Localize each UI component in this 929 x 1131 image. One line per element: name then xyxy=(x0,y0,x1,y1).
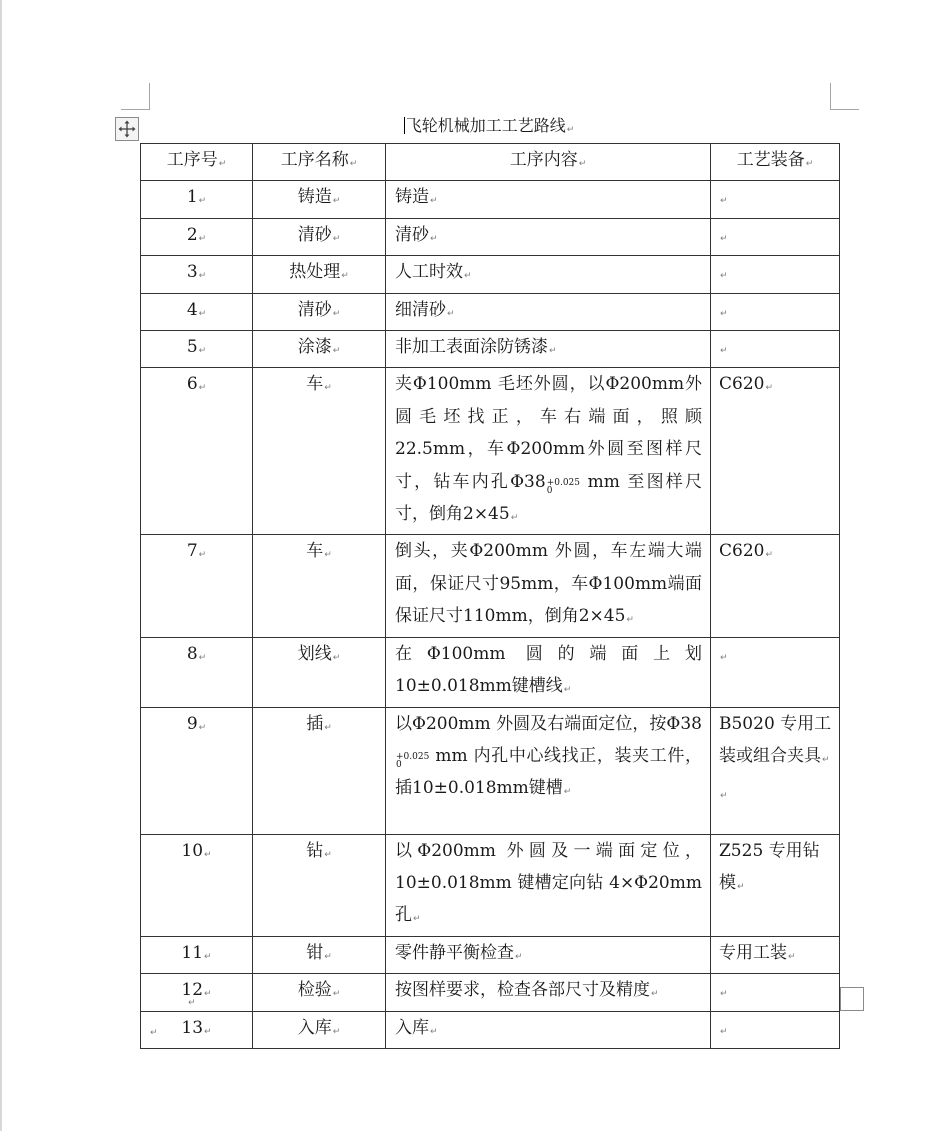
table-row xyxy=(141,293,840,330)
cell-step-content[interactable]: 人工时效↵ xyxy=(386,256,711,293)
cell-step-name[interactable]: 入库↵ xyxy=(253,1011,386,1048)
cell-step-no[interactable]: 1↵ xyxy=(141,181,253,218)
table-row xyxy=(141,707,840,834)
cell-step-name[interactable]: 钻↵ xyxy=(253,834,386,936)
cell-step-name[interactable]: 划线↵ xyxy=(253,637,386,707)
cell-step-name[interactable]: 清砂↵ xyxy=(253,218,386,255)
cell-step-content[interactable]: 在Φ100mm 圆的端面上划 10±0.018mm键槽线↵ xyxy=(386,637,711,707)
crop-mark-top-left xyxy=(121,83,150,110)
tolerance: +0.025 0 xyxy=(546,477,580,496)
document-title-line[interactable] xyxy=(140,113,838,139)
process-table[interactable] xyxy=(140,143,840,1049)
paragraph-mark: ↵ xyxy=(566,125,575,135)
cell-equipment[interactable]: 专用工装↵ xyxy=(711,936,840,973)
header-step-name[interactable]: 工序名称↵ xyxy=(253,144,386,181)
cell-step-content[interactable]: 按图样要求，检查各部尺寸及精度↵ xyxy=(386,974,711,1011)
page-left-edge xyxy=(0,0,2,1131)
cell-step-name[interactable]: 插↵ xyxy=(253,707,386,834)
cell-step-name[interactable]: 车↵ xyxy=(253,535,386,637)
table-row xyxy=(141,834,840,936)
cell-step-no[interactable]: 13↵ xyxy=(141,1011,253,1048)
cell-step-no[interactable]: 7↵ xyxy=(141,535,253,637)
paragraph-mark-end: ↵ xyxy=(150,1028,158,1038)
cell-equipment[interactable]: C620↵ xyxy=(711,368,840,535)
header-step-content[interactable]: 工序内容↵ xyxy=(386,144,711,181)
cell-step-name[interactable]: 涂漆↵ xyxy=(253,331,386,368)
cell-step-no[interactable]: 11↵ xyxy=(141,936,253,973)
cell-equipment[interactable]: ↵ xyxy=(711,293,840,330)
cell-step-no[interactable]: 5↵ xyxy=(141,331,253,368)
cell-step-content[interactable]: 零件静平衡检查↵ xyxy=(386,936,711,973)
cell-step-name[interactable]: 钳↵ xyxy=(253,936,386,973)
document-title: 飞轮机械加工工艺路线 xyxy=(405,116,566,135)
table-header-row xyxy=(141,144,840,181)
cell-step-name[interactable]: 铸造↵ xyxy=(253,181,386,218)
cell-step-content[interactable]: 倒头，夹Φ200mm 外圆，车左端大端面，保证尺寸95mm，车Φ100mm端面保证尺寸110mm，倒角2×45↵ xyxy=(386,535,711,637)
cell-step-no[interactable]: 12↵ xyxy=(141,974,253,1011)
cell-step-content[interactable]: 清砂↵ xyxy=(386,218,711,255)
cell-step-content[interactable]: 细清砂↵ xyxy=(386,293,711,330)
cell-equipment[interactable]: ↵ xyxy=(711,181,840,218)
table-row xyxy=(141,1011,840,1048)
cell-step-no[interactable]: 3↵ xyxy=(141,256,253,293)
cell-equipment[interactable]: Z525 专用钻模↵ xyxy=(711,834,840,936)
cell-step-no[interactable]: 6↵ xyxy=(141,368,253,535)
cell-step-no[interactable]: 2↵ xyxy=(141,218,253,255)
cell-step-content[interactable]: 非加工表面涂防锈漆↵ xyxy=(386,331,711,368)
cell-equipment[interactable]: ↵ xyxy=(711,637,840,707)
cell-step-name[interactable]: 车↵ xyxy=(253,368,386,535)
table-row xyxy=(141,936,840,973)
cell-step-name[interactable]: 热处理↵ xyxy=(253,256,386,293)
table-row xyxy=(141,535,840,637)
cell-step-name[interactable]: 清砂↵ xyxy=(253,293,386,330)
tolerance: +0.025 0 xyxy=(396,751,430,770)
table-row xyxy=(141,181,840,218)
cell-step-no[interactable]: 9↵ xyxy=(141,707,253,834)
paragraph-mark-after-table: ↵ xyxy=(188,998,196,1008)
cell-step-content[interactable]: 以Φ200mm 外圆及一端面定位，10±0.018mm 键槽定向钻 4×Φ20mm孔↵ xyxy=(386,834,711,936)
header-step-no[interactable]: 工序号↵ xyxy=(141,144,253,181)
cell-equipment[interactable]: ↵ xyxy=(711,331,840,368)
table-row xyxy=(141,218,840,255)
cell-step-no[interactable]: 4↵ xyxy=(141,293,253,330)
cell-step-name[interactable]: 检验↵ xyxy=(253,974,386,1011)
table-row xyxy=(141,368,840,535)
crop-mark-top-right xyxy=(830,83,859,110)
cell-equipment[interactable]: C620↵ xyxy=(711,535,840,637)
table-row xyxy=(141,637,840,707)
cell-equipment[interactable]: ↵ xyxy=(711,974,840,1011)
table-row xyxy=(141,331,840,368)
cell-step-no[interactable]: 8↵ xyxy=(141,637,253,707)
cell-equipment[interactable]: ↵ xyxy=(711,256,840,293)
table-row xyxy=(141,256,840,293)
cell-step-content[interactable]: 入库↵ xyxy=(386,1011,711,1048)
cell-step-content[interactable]: 铸造↵ xyxy=(386,181,711,218)
cell-equipment[interactable]: ↵ xyxy=(711,1011,840,1048)
cell-step-no[interactable]: 10↵ xyxy=(141,834,253,936)
cell-step-content[interactable]: 夹Φ100mm 毛坯外圆，以Φ200mm外圆毛坯找正，车右端面，照顾22.5mm，车Φ200mm外圆至图样尺寸，钻车内孔Φ38 +0.025 0 mm 至图样尺寸，倒角2×45↵ xyxy=(386,368,711,535)
table-move-handle-icon[interactable] xyxy=(115,117,139,141)
cell-equipment[interactable]: ↵ xyxy=(711,218,840,255)
header-equipment[interactable]: 工艺装备↵ xyxy=(711,144,840,181)
table-resize-handle[interactable] xyxy=(840,987,864,1011)
cell-step-content[interactable]: 以Φ200mm 外圆及右端面定位，按Φ38 +0.025 0 mm 内孔中心线找正，装夹工件，插10±0.018mm键槽↵ xyxy=(386,707,711,834)
text-cursor xyxy=(404,117,405,134)
cell-equipment[interactable]: B5020 专用工装或组合夹具↵ ↵ xyxy=(711,707,840,834)
table-row xyxy=(141,974,840,1011)
